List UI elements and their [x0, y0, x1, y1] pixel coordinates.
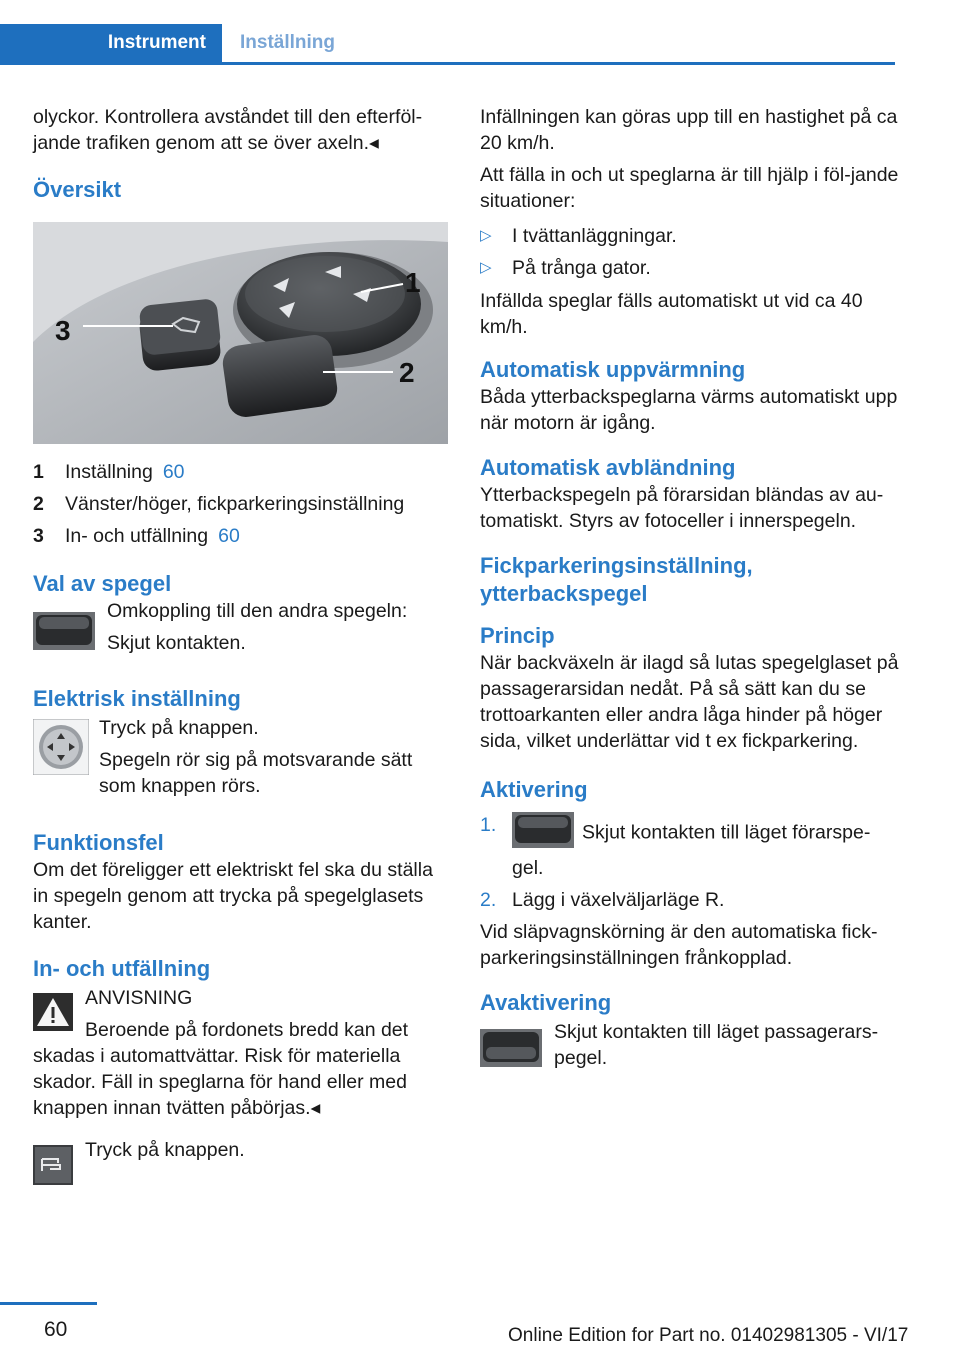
anvisning-text-2: skadas i automattvättar. Risk för materiella skador. Fäll in speglarna för hand eller med knappen innan tvätten påbörjas.◂ [33, 1045, 407, 1119]
list-item-text: I tvättanläggningar. [512, 225, 677, 247]
right-column [480, 104, 900, 1074]
switch-button-icon [33, 612, 95, 657]
avblandning-paragraph: Ytterbackspegeln på förarsidan bländas av au‐tomatiskt. Styrs av fotoceller i innerspegeln. [480, 484, 884, 532]
legend-row [33, 520, 448, 552]
heading-fickparkeringsinstallning: Fickparkeringsinställning, ytterbackspegel [480, 553, 753, 606]
heading-in-och-utfallning: In- och utfällning [33, 956, 211, 981]
uppvarmning-paragraph: Båda ytterbackspeglarna värms automatiskt upp när motorn är igång. [480, 386, 898, 434]
avaktivering-text: Skjut kontakten till läget passagerars‐pegel. [554, 1021, 879, 1069]
heading-elektrisk-installning: Elektrisk inställning [33, 686, 241, 711]
legend-number: 3 [33, 525, 44, 547]
heading-automatisk-uppvarmning: Automatisk uppvärmning [480, 357, 746, 382]
mirror-switch-photo [33, 222, 448, 444]
legend-row [33, 488, 448, 520]
right-paragraph-2: Att fälla in och ut speglarna är till hjälp i föl‐jande situationer: [480, 164, 899, 212]
list-item-text: På trånga gator. [512, 257, 651, 279]
step-item [480, 812, 900, 881]
step-number: 1. [480, 814, 497, 836]
list-item [480, 252, 900, 284]
legend-text: In- och utfällning [65, 525, 209, 547]
photo-label-3: 3 [55, 315, 71, 346]
val-row [33, 598, 448, 657]
anvisning-label: ANVISNING [85, 987, 193, 1009]
list-item [480, 220, 900, 252]
intro-paragraph: olyckor. Kontrollera avståndet till den efterföl‐jande trafiken genom att se över axeln.◂ [33, 106, 423, 154]
switch-button-icon [512, 812, 574, 855]
legend-text: Vänster/höger, fickparkeringsinställning [65, 493, 405, 515]
anvisning-text [85, 985, 408, 1043]
photo-legend [33, 456, 448, 552]
fold-mirror-button-icon [33, 1145, 73, 1192]
step-number: 2. [480, 889, 497, 911]
val-line-1: Omkoppling till den andra spegeln: [107, 600, 408, 622]
page-number: 60 [44, 1318, 68, 1341]
val-text [107, 598, 407, 657]
elektrisk-row [33, 715, 448, 799]
heading-aktivering: Aktivering [480, 777, 588, 802]
elektrisk-line-1: Tryck på knappen. [99, 717, 259, 739]
right-paragraph-1: Infällningen kan göras upp till en hastighet på ca 20 km/h. [480, 106, 898, 154]
anvisning-row [33, 985, 448, 1043]
photo-label-2: 2 [399, 357, 415, 388]
legend-row [33, 456, 448, 488]
header-tabbar [0, 24, 895, 65]
funktionsfel-paragraph: Om det föreligger ett elektriskt fel ska du ställa in spegeln genom att trycka på spegelglasets kanter. [33, 859, 433, 933]
four-way-knob-icon [33, 719, 89, 799]
triangle-bullet-icon: ▷ [480, 259, 492, 276]
left-column [33, 104, 448, 1192]
val-line-2: Skjut kontakten. [107, 632, 246, 654]
legend-text: Inställning [65, 461, 153, 483]
warning-icon [33, 993, 73, 1043]
edition-text: Online Edition for Part no. 01402981305 - VI/17 [508, 1325, 909, 1346]
elektrisk-line-2: Spegeln rör sig på motsvarande sätt som knappen rörs. [99, 749, 413, 797]
tryck-row [33, 1137, 448, 1192]
avaktivering-row [480, 1019, 900, 1074]
tryck-text: Tryck på knappen. [85, 1139, 245, 1161]
triangle-bullet-icon: ▷ [480, 227, 492, 244]
photo-label-1: 1 [405, 267, 421, 298]
princip-paragraph: När backväxeln är ilagd så lutas spegelglaset på passagerarsidan nedåt. På så sätt kan du se trottoarkanten eller andra låga hinder på höger sida, vilket underlättar vid t ex fickparkering. [480, 652, 899, 752]
page-ref-link[interactable]: 60 [162, 461, 185, 483]
situations-list [480, 220, 900, 284]
step-content [512, 812, 900, 881]
switch-button-icon [480, 1029, 542, 1074]
elektrisk-text [99, 715, 448, 799]
tab-installning[interactable]: Inställning [240, 32, 335, 53]
legend-number: 2 [33, 493, 44, 515]
legend-number: 1 [33, 461, 44, 483]
page-ref-link[interactable]: 60 [218, 525, 240, 547]
heading-val-av-spegel: Val av spegel [33, 571, 172, 596]
heading-oversikt: Översikt [33, 177, 122, 202]
step-text: Lägg i växelväljarläge R. [512, 889, 725, 911]
heading-avaktivering: Avaktivering [480, 990, 612, 1015]
step-item [480, 887, 900, 913]
heading-princip: Princip [480, 623, 555, 648]
step-text: Skjut kontakten till läget förarspe‐gel. [512, 821, 871, 879]
heading-funktionsfel: Funktionsfel [33, 830, 164, 855]
slapvagn-paragraph: Vid släpvagnskörning är den automatiska fick‐parkeringsinställningen frånkopplad. [480, 921, 878, 969]
anvisning-text-1: Beroende på fordonets bredd kan det [85, 1019, 409, 1041]
tab-instrument[interactable]: Instrument [0, 24, 222, 62]
aktivering-steps [480, 812, 900, 913]
heading-automatisk-avblandning: Automatisk avbländning [480, 455, 736, 480]
right-paragraph-3: Infällda speglar fälls automatiskt ut vid ca 40 km/h. [480, 290, 863, 338]
footer-rule [0, 1302, 97, 1305]
